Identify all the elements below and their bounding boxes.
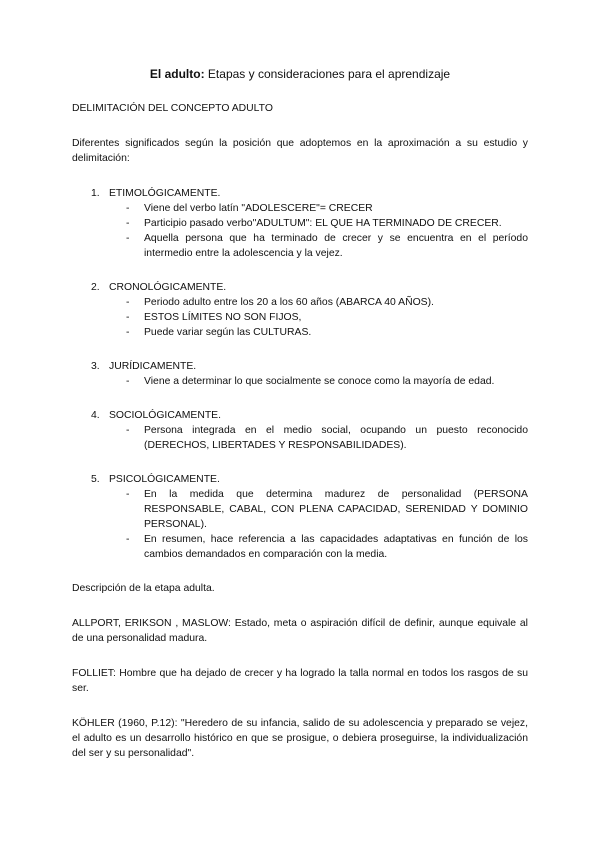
list-item (72, 295, 528, 310)
list-section (72, 280, 528, 340)
bullet-text: Periodo adulto entre los 20 a los 60 años (ABARCA 40 AÑOS). (144, 297, 434, 308)
bullet-list (72, 201, 528, 261)
list-item (72, 374, 528, 389)
section-title (72, 186, 528, 201)
list-item (72, 423, 528, 453)
bullet-list (72, 487, 528, 562)
section-label: SOCIOLÓGICAMENTE. (109, 410, 222, 421)
list-section (72, 408, 528, 453)
document-page (72, 66, 528, 781)
bullet-text: Viene a determinar lo que socialmente se conoce como la mayoría de edad. (144, 376, 495, 387)
list-section (72, 186, 528, 261)
dash-bullet-icon: - (126, 425, 130, 436)
bullet-text: Persona integrada en el medio social, ocupando un puesto reconocido (DERECHOS, LIBERTADES Y RESPONSABILIDADES). (144, 425, 528, 451)
section-number: 1. (91, 188, 100, 199)
section-number: 3. (91, 361, 100, 372)
author-paragraph: ALLPORT, ERIKSON , MASLOW: Estado, meta o aspiración difícil de definir, aunque equivale al de una personalidad madura. (72, 618, 528, 644)
title-bold: El adulto: (149, 67, 205, 81)
dash-bullet-icon: - (126, 218, 130, 229)
bullet-text: Viene del verbo latín "ADOLESCERE"= CRECER (144, 203, 373, 214)
section-label: PSICOLÓGICAMENTE. (109, 474, 220, 485)
section-number: 4. (91, 410, 100, 421)
list-item (72, 310, 528, 325)
list-item (72, 201, 528, 216)
document-title (72, 66, 528, 82)
dash-bullet-icon: - (126, 297, 130, 308)
section-title (72, 408, 528, 423)
list-item (72, 325, 528, 340)
section-title (72, 280, 528, 295)
dash-bullet-icon: - (126, 376, 130, 387)
bullet-list (72, 423, 528, 453)
section-title (72, 472, 528, 487)
bullet-text: En la medida que determina madurez de personalidad (PERSONA RESPONSABLE, CABAL, CON PLENA CAPACIDAD, SERENIDAD Y DOMINIO PERSONAL). (144, 489, 528, 530)
bullet-list (72, 374, 528, 389)
list-item (72, 532, 528, 562)
bullet-list (72, 295, 528, 340)
section-number: 5. (91, 474, 100, 485)
dash-bullet-icon: - (126, 489, 130, 500)
title-rest: Etapas y consideraciones para el aprendizaje (204, 67, 451, 81)
section-label: CRONOLÓGICAMENTE. (109, 282, 227, 293)
dash-bullet-icon: - (126, 312, 130, 323)
dash-bullet-icon: - (126, 534, 130, 545)
author-paragraph: KÖHLER (1960, P.12): "Heredero de su infancia, salido de su adolescencia y preparado se vejez, el adulto es un desarrollo histórico en que se prosigue, o debiera proseguirse, la individualización del ser y su personalidad". (72, 718, 528, 759)
dash-bullet-icon: - (126, 203, 130, 214)
section-label: JURÍDICAMENTE. (109, 361, 197, 372)
list-section (72, 472, 528, 562)
section-label: ETIMOLÓGICAMENTE. (109, 188, 221, 199)
author-paragraph: FOLLIET: Hombre que ha dejado de crecer y ha logrado la talla normal en todos los rasgos de su ser. (72, 668, 528, 694)
numbered-list (72, 186, 528, 562)
list-item (72, 231, 528, 261)
list-item (72, 216, 528, 231)
list-item (72, 487, 528, 532)
bullet-text: En resumen, hace referencia a las capacidades adaptativas en función de los cambios demandados en comparación con la media. (144, 534, 528, 560)
bullet-text: Puede variar según las CULTURAS. (144, 327, 312, 338)
bullet-text: ESTOS LÍMITES NO SON FIJOS, (144, 312, 302, 323)
section-title (72, 359, 528, 374)
section-heading: DELIMITACIÓN DEL CONCEPTO ADULTO (72, 103, 273, 114)
intro-paragraph: Diferentes significados según la posición que adoptemos en la aproximación a su estudio y delimitación: (72, 138, 528, 164)
description-heading: Descripción de la etapa adulta. (72, 583, 215, 594)
bullet-text: Aquella persona que ha terminado de crecer y se encuentra en el período intermedio entre la adolescencia y la vejez. (144, 233, 528, 259)
bullet-text: Participio pasado verbo"ADULTUM": EL QUE HA TERMINADO DE CRECER. (144, 218, 502, 229)
dash-bullet-icon: - (126, 233, 130, 244)
list-section (72, 359, 528, 389)
section-number: 2. (91, 282, 100, 293)
dash-bullet-icon: - (126, 327, 130, 338)
